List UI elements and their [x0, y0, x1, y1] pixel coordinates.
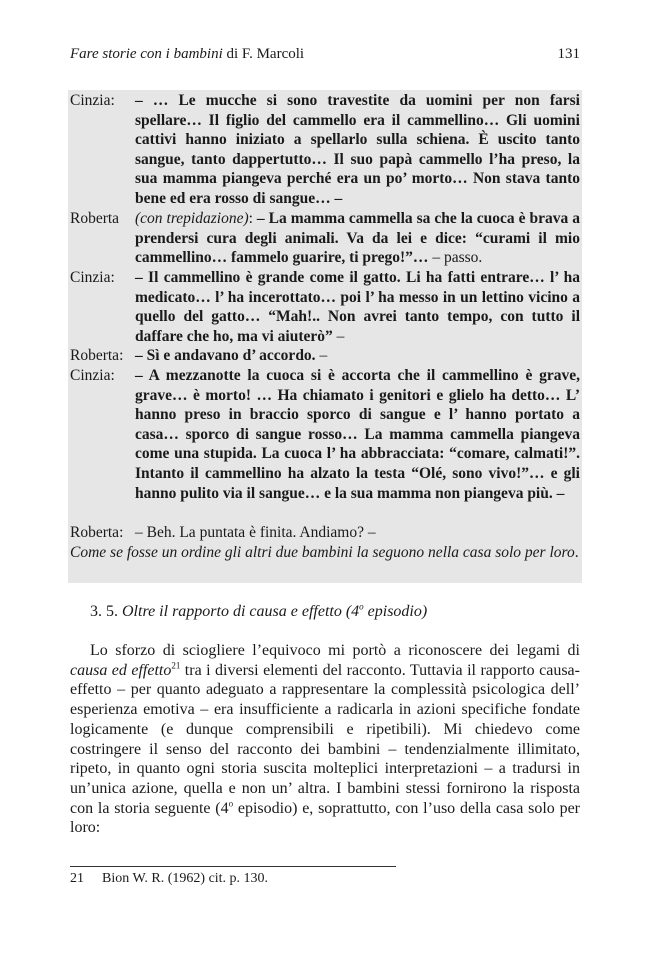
- running-title: [70, 46, 304, 63]
- speech-tail: –: [315, 347, 328, 364]
- ordinal-superscript: o: [228, 798, 234, 809]
- speech: [135, 268, 580, 346]
- section-title-end: episodio): [363, 603, 428, 620]
- stage-direction-end: .: [574, 544, 579, 561]
- speaker: Cinzia:: [70, 367, 115, 384]
- speaker: Roberta: [70, 210, 120, 227]
- stage-direction: [70, 543, 580, 563]
- paragraph-text: episodio) e, soprattutto, con l’uso della casa solo per loro:: [70, 799, 581, 837]
- section-heading: [90, 603, 427, 621]
- speech-text: – Sì e andavano d’ accordo.: [135, 347, 316, 364]
- footnote-number: 21: [70, 871, 84, 886]
- speech-text: – Il cammellino è grande come il gatto. Li ha fatti entrare… l’ ha medicato… l’ ha incerottato… poi l’ ha messo in un lettino vicino a quello del gatto… “Mah!.. Non avrei tanto tempo, con tutto il daffare che ho, ma vi aiuterò”: [135, 269, 580, 345]
- speech: [135, 209, 580, 268]
- emphasis: causa ed effetto: [70, 661, 172, 679]
- stage-direction-inline: (con trepidazione): [135, 210, 249, 227]
- colon: :: [248, 210, 257, 227]
- speech-tail: –: [332, 327, 345, 345]
- author-name: di F. Marcoli: [222, 46, 305, 62]
- section-title: [122, 603, 427, 620]
- speech: [135, 346, 580, 366]
- speaker: Roberta:: [70, 347, 124, 364]
- speech-text: – La mamma cammella sa che la cuoca è brava a prendersi cura degli animali. Va da lei e dice: “curami il mio cammellino… fammelo guarire, ti prego!”…: [135, 210, 580, 267]
- speech-tail: – passo.: [428, 249, 483, 267]
- footnote: [70, 871, 268, 887]
- section-number: 3. 5.: [90, 603, 122, 620]
- page-number: 131: [557, 46, 580, 62]
- body-paragraph: [70, 641, 580, 838]
- paragraph-text: tra i diversi elementi del racconto. Tuttavia il rapporto causa-effetto – per quanto adeguato a rappresentare la complessità psicologica dell’ esperienza emotiva – era insufficiente a radicarla in azioni specifiche fondate logicamente (e dunque comprensibili e ripetibili). Mi chiedevo come costringere il senso del racconto dei bambini – tendenzialmente illimitato, ripeto, in quanto ogni storia suscita molteplici interpretazioni – a tradursi in un’unica azione, quella e non un’ altra. I bambini stessi fornirono la risposta con la storia seguente (4: [70, 661, 580, 817]
- speech: – … Le mucche si sono travestite da uomini per non farsi spellare… Il figlio del cammello era il cammellino… Gli uomini cattivi hanno iniziato a spellarlo sulla schiena. È uscito tanto sangue, tanto dappertutto… Il suo papà cammello l’ha preso, la sua mamma piangeva perché era un po’ morto… Non stava tanto bene ed era rosso di sangue… –: [135, 92, 580, 207]
- book-title: Fare storie con i bambini: [70, 46, 223, 62]
- speech: – A mezzanotte la cuoca si è accorta che il cammellino è grave, grave… è morto! … Ha chiamato i genitori e glielo ha detto… L’ hanno preso in braccio sporco di sangue e l’ hanno portato a casa… sporco di sangue rosso… La mamma cammella piangeva come una stupida. La cuoca l’ ha abbracciata: “comare, calmati!”. Intanto il cammellino ha alzato la testa “Olé, sono vivo!”… e gli hanno pulito via il sangue… e la sua mamma non piangeva più. –: [135, 367, 580, 502]
- speech: – Beh. La puntata è finita. Andiamo? –: [135, 524, 376, 541]
- speaker: Roberta:: [70, 524, 124, 541]
- footnote-text: Bion W. R. (1962) cit. p. 130.: [102, 871, 269, 886]
- speaker: Cinzia:: [70, 92, 115, 109]
- paragraph-text: Lo sforzo di sciogliere l’equivoco mi portò a riconoscere dei legami di: [90, 642, 580, 659]
- speaker: Cinzia:: [70, 269, 115, 286]
- ordinal-superscript: o: [359, 601, 364, 612]
- footnote-divider: [70, 866, 396, 867]
- footnote-ref[interactable]: 21: [171, 660, 181, 671]
- section-title-text: Oltre il rapporto di causa e effetto (4: [122, 603, 360, 620]
- stage-direction-text: Come se fosse un ordine gli altri due bambini la seguono nella casa solo per loro: [70, 544, 575, 561]
